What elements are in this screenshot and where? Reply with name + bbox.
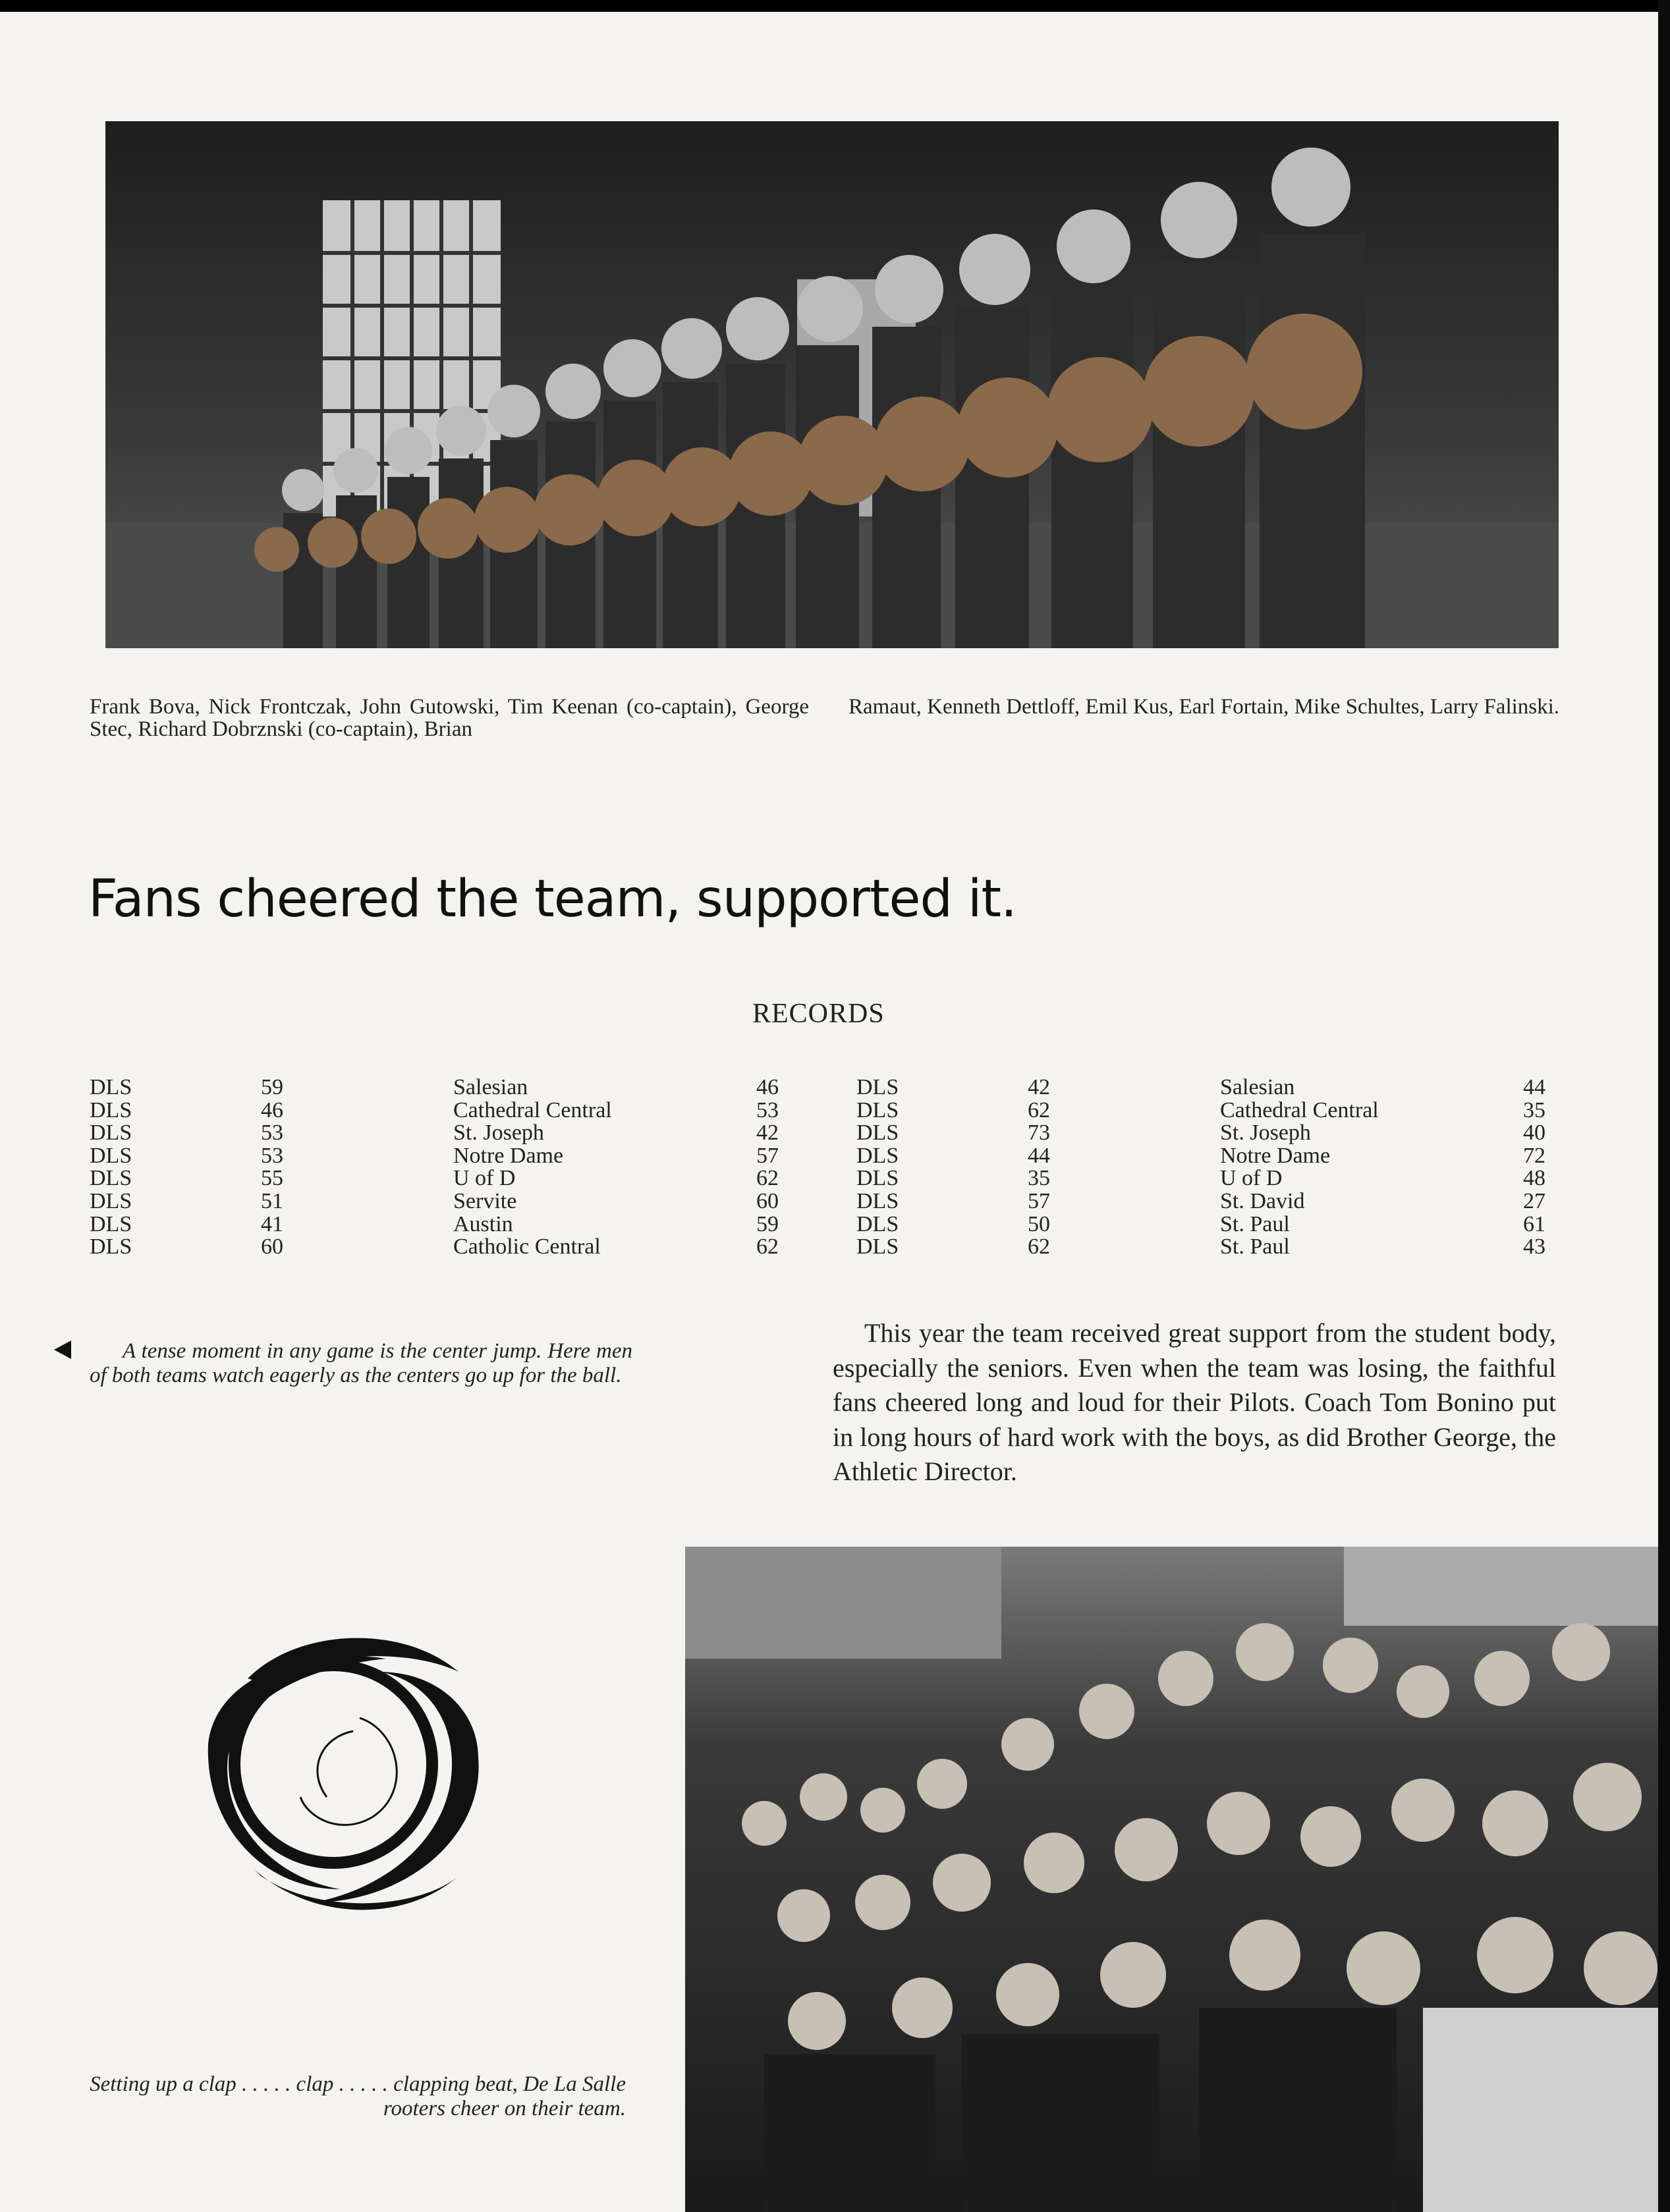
- record-opponent: St. Paul: [1220, 1211, 1290, 1236]
- records-right-opp-score-column: [1511, 1076, 1545, 1259]
- records-title: RECORDS: [752, 999, 885, 1029]
- team-caption-right: Ramaut, Kenneth Dettloff, Emil Kus, Earl Fortain, Mike Schultes, Larry Falinski.: [849, 695, 1560, 719]
- record-opp-score: 46: [756, 1075, 779, 1099]
- record-opponent: St. Joseph: [453, 1120, 544, 1146]
- record-dls-score: 41: [261, 1211, 283, 1236]
- record-team: DLS: [90, 1120, 132, 1146]
- page-heading: Fans cheered the team, supported it.: [88, 870, 1016, 929]
- fans-photo-image: [685, 1547, 1658, 2212]
- records-left-opp-score-column: [744, 1076, 779, 1259]
- record-opp-score: 53: [756, 1097, 779, 1122]
- records-right-dls-score-column: [1017, 1076, 1050, 1259]
- left-pointer-icon: [54, 1341, 71, 1359]
- record-opponent: Salesian: [453, 1075, 528, 1099]
- scan-edge: [1658, 0, 1670, 2212]
- record-opp-score: 35: [1523, 1097, 1545, 1122]
- records-left-team-column: [90, 1076, 132, 1259]
- record-team: DLS: [856, 1166, 899, 1191]
- center-jump-caption: A tense moment in any game is the center jump. Here men of both teams watch eagerly as the centers go up for the ball.: [90, 1339, 632, 1387]
- record-dls-score: 42: [1028, 1075, 1050, 1099]
- record-opponent: Cathedral Central: [1220, 1097, 1379, 1122]
- yearbook-page: [0, 12, 1658, 2212]
- records-right-opponent-column: [1220, 1076, 1379, 1259]
- record-dls-score: 51: [261, 1188, 283, 1213]
- record-opp-score: 62: [756, 1166, 779, 1191]
- records-left-dls-score-column: [250, 1076, 283, 1259]
- record-opp-score: 44: [1523, 1075, 1545, 1099]
- record-opponent: Notre Dame: [1220, 1143, 1331, 1168]
- record-opp-score: 40: [1523, 1120, 1545, 1146]
- record-dls-score: 62: [1028, 1234, 1050, 1259]
- record-dls-score: 73: [1028, 1120, 1050, 1146]
- record-team: DLS: [856, 1097, 899, 1122]
- record-team: DLS: [856, 1188, 899, 1213]
- record-dls-score: 59: [261, 1075, 283, 1099]
- record-opponent: St. David: [1220, 1188, 1305, 1213]
- record-opponent: Cathedral Central: [453, 1097, 612, 1122]
- record-opp-score: 61: [1523, 1211, 1545, 1236]
- record-opp-score: 27: [1523, 1188, 1545, 1213]
- record-dls-score: 44: [1028, 1143, 1050, 1168]
- record-opp-score: 72: [1523, 1143, 1545, 1168]
- record-dls-score: 50: [1028, 1211, 1050, 1236]
- record-team: DLS: [856, 1075, 899, 1099]
- record-dls-score: 62: [1028, 1097, 1050, 1122]
- record-opponent: Catholic Central: [453, 1234, 601, 1259]
- record-dls-score: 35: [1028, 1166, 1050, 1191]
- record-opponent: U of D: [453, 1166, 516, 1191]
- record-team: DLS: [856, 1143, 899, 1168]
- record-team: DLS: [856, 1120, 899, 1146]
- team-caption-left: Frank Bova, Nick Frontczak, John Gutowski, Tim Keenan (co-captain), George Stec, Richard Dobrznski (co-captain), Brian: [90, 695, 809, 741]
- record-team: DLS: [90, 1143, 132, 1168]
- record-team: DLS: [90, 1211, 132, 1236]
- record-team: DLS: [856, 1211, 899, 1236]
- record-dls-score: 53: [261, 1120, 283, 1146]
- team-photo-image: [105, 121, 1559, 648]
- rooters-caption: Setting up a clap . . . . . clap . . . . . clapping beat, De La Salle rooters cheer on their team.: [90, 2072, 626, 2120]
- body-paragraph: This year the team received great support from the student body, especially the seniors. Even when the team was losing, the faithful fans cheered long and loud for their Pilots. Coach Tom Bonino put in long hours of hard work with the boys, as did Brother George, the Athletic Director.: [833, 1318, 1556, 1486]
- record-opp-score: 42: [756, 1120, 779, 1146]
- record-opponent: Salesian: [1220, 1075, 1295, 1099]
- team-photo: [105, 121, 1559, 648]
- record-opp-score: 43: [1523, 1234, 1545, 1259]
- record-dls-score: 46: [261, 1097, 283, 1122]
- record-dls-score: 57: [1028, 1188, 1050, 1213]
- record-team: DLS: [90, 1075, 132, 1099]
- record-team: DLS: [90, 1166, 132, 1191]
- swirl-logo-icon: [169, 1599, 505, 1942]
- fans-photo: [685, 1547, 1658, 2212]
- record-opp-score: 62: [756, 1234, 779, 1259]
- record-opponent: St. Paul: [1220, 1234, 1290, 1259]
- record-opp-score: 48: [1523, 1166, 1545, 1191]
- record-dls-score: 53: [261, 1143, 283, 1168]
- record-team: DLS: [90, 1234, 132, 1259]
- record-dls-score: 60: [261, 1234, 283, 1259]
- record-opp-score: 59: [756, 1211, 779, 1236]
- record-dls-score: 55: [261, 1166, 283, 1191]
- record-team: DLS: [856, 1234, 899, 1259]
- record-opp-score: 60: [756, 1188, 779, 1213]
- record-opponent: U of D: [1220, 1166, 1283, 1191]
- records-left-opponent-column: [453, 1076, 612, 1259]
- record-opponent: Austin: [453, 1211, 513, 1236]
- record-team: DLS: [90, 1097, 132, 1122]
- record-opponent: Notre Dame: [453, 1143, 564, 1168]
- record-opponent: Servite: [453, 1188, 517, 1213]
- record-opponent: St. Joseph: [1220, 1120, 1311, 1146]
- record-opp-score: 57: [756, 1143, 779, 1168]
- records-right-team-column: [856, 1076, 899, 1259]
- record-team: DLS: [90, 1188, 132, 1213]
